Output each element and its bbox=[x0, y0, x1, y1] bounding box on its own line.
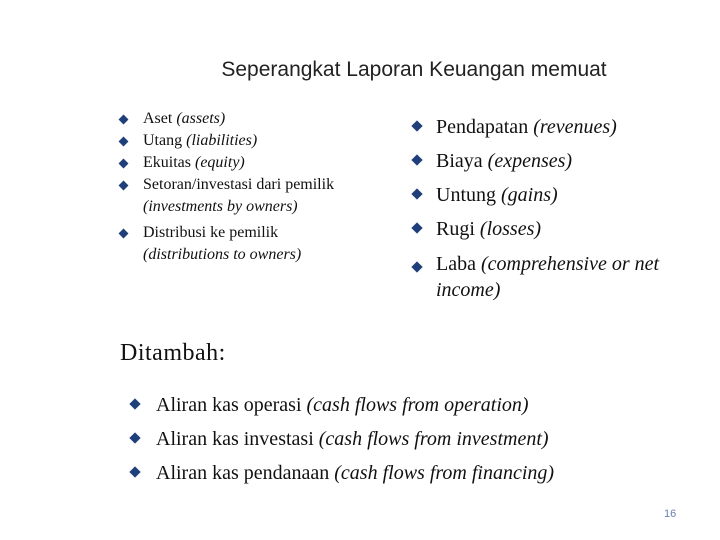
diamond-bullet-icon bbox=[119, 159, 129, 169]
list-item bbox=[128, 422, 698, 456]
page-number: 16 bbox=[664, 508, 677, 520]
item-term: (revenues) bbox=[533, 116, 617, 138]
diamond-bullet-icon bbox=[119, 181, 129, 191]
item-term: (cash flows from operation) bbox=[306, 394, 529, 416]
list-item bbox=[410, 178, 700, 212]
item-text: Laba bbox=[436, 253, 481, 275]
item-term: (investments by owners) bbox=[143, 198, 298, 215]
slide-title: Seperangkat Laporan Keuangan memuat bbox=[221, 58, 607, 81]
list-item bbox=[410, 251, 700, 303]
list-item bbox=[118, 152, 348, 174]
list-item bbox=[118, 222, 348, 266]
diamond-bullet-icon bbox=[411, 154, 422, 165]
list-item bbox=[128, 456, 698, 490]
item-term: (losses) bbox=[479, 218, 542, 240]
list-item bbox=[410, 144, 700, 178]
item-text: Aliran kas operasi bbox=[156, 394, 307, 416]
item-text: Untung bbox=[436, 184, 501, 206]
diamond-bullet-icon bbox=[129, 432, 140, 443]
diamond-bullet-icon bbox=[119, 229, 129, 239]
list-item bbox=[118, 130, 348, 152]
list-item bbox=[118, 108, 348, 130]
item-term: (cash flows from investment) bbox=[318, 428, 549, 450]
item-text: Aliran kas pendanaan bbox=[156, 462, 335, 484]
left-bullet-list bbox=[118, 108, 348, 266]
item-term: (distributions to owners) bbox=[143, 246, 302, 263]
item-term: (comprehensive or net income) bbox=[436, 253, 660, 301]
item-text: Rugi bbox=[436, 218, 480, 240]
item-term: (gains) bbox=[501, 184, 558, 206]
extra-heading: Ditambah: bbox=[120, 340, 226, 366]
item-term: (liabilities) bbox=[186, 132, 258, 149]
diamond-bullet-icon bbox=[119, 115, 129, 125]
item-text: Utang bbox=[143, 132, 187, 149]
diamond-bullet-icon bbox=[129, 398, 140, 409]
item-text: Setoran/investasi dari pemilik bbox=[143, 176, 335, 193]
list-item bbox=[410, 212, 700, 246]
item-term: (equity) bbox=[195, 154, 245, 171]
list-item bbox=[410, 110, 700, 144]
item-text: Ekuitas bbox=[143, 154, 195, 171]
item-term: (expenses) bbox=[487, 150, 573, 172]
list-item bbox=[118, 174, 348, 218]
item-text: Pendapatan bbox=[436, 116, 534, 138]
item-term: (assets) bbox=[176, 110, 226, 127]
item-text: Biaya bbox=[436, 150, 488, 172]
item-text: Aliran kas investasi bbox=[156, 428, 319, 450]
item-term: (cash flows from financing) bbox=[334, 462, 555, 484]
diamond-bullet-icon bbox=[129, 466, 140, 477]
diamond-bullet-icon bbox=[411, 120, 422, 131]
diamond-bullet-icon bbox=[411, 261, 422, 272]
right-bullet-list bbox=[410, 110, 700, 303]
diamond-bullet-icon bbox=[411, 222, 422, 233]
item-text: Aset bbox=[143, 110, 177, 127]
diamond-bullet-icon bbox=[119, 137, 129, 147]
diamond-bullet-icon bbox=[411, 188, 422, 199]
list-item bbox=[128, 388, 698, 422]
item-text: Distribusi ke pemilik bbox=[143, 224, 279, 241]
cash-flow-list bbox=[128, 388, 698, 490]
